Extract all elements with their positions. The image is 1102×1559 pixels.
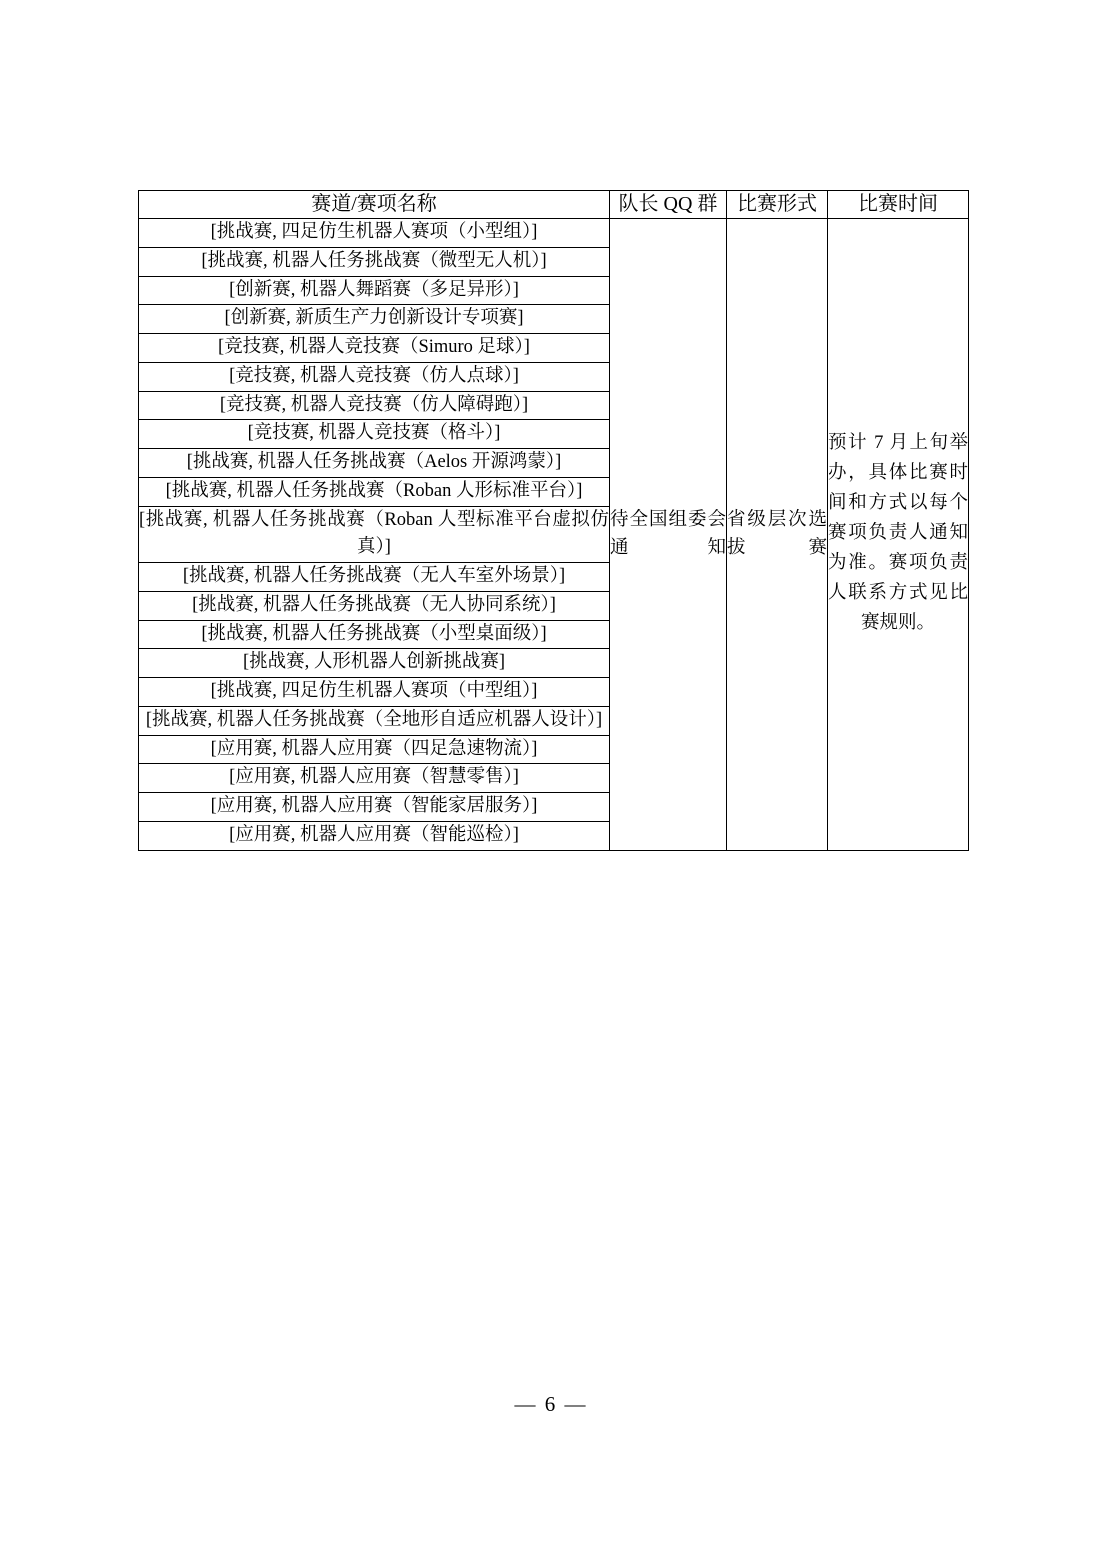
cell-track-name: [挑战赛, 四足仿生机器人赛项（小型组）] [139, 219, 610, 248]
cell-track-name: [应用赛, 机器人应用赛（智慧零售）] [139, 764, 610, 793]
header-track-name: 赛道/赛项名称 [139, 191, 610, 219]
cell-track-name: [挑战赛, 机器人任务挑战赛（无人车室外场景）] [139, 563, 610, 592]
cell-competition-format [727, 219, 828, 851]
competition-table [138, 190, 969, 851]
cell-track-name: [应用赛, 机器人应用赛（智能巡检）] [139, 821, 610, 850]
cell-track-name: [挑战赛, 四足仿生机器人赛项（中型组）] [139, 678, 610, 707]
cell-track-name: [挑战赛, 机器人任务挑战赛（Aelos 开源鸿蒙）] [139, 449, 610, 478]
cell-competition-time-text: 预计 7 月上旬举办，具体比赛时间和方式以每个赛项负责人通知为准。赛项负责人联系方式见比赛规则。 [828, 433, 968, 634]
cell-track-name: [挑战赛, 机器人任务挑战赛（小型桌面级）] [139, 620, 610, 649]
cell-track-name: [挑战赛, 机器人任务挑战赛（全地形自适应机器人设计）] [139, 706, 610, 735]
table-body [139, 219, 969, 851]
competition-table-container [138, 190, 968, 851]
header-competition-time: 比赛时间 [828, 191, 969, 219]
cell-track-name: [竞技赛, 机器人竞技赛（仿人点球）] [139, 362, 610, 391]
cell-track-name: [挑战赛, 人形机器人创新挑战赛] [139, 649, 610, 678]
cell-competition-format-text: 省级层次选拔赛 [727, 509, 827, 559]
cell-captain-qq-group [610, 219, 727, 851]
cell-track-name: [竞技赛, 机器人竞技赛（仿人障碍跑）] [139, 391, 610, 420]
cell-track-name: [挑战赛, 机器人任务挑战赛（无人协同系统）] [139, 591, 610, 620]
cell-track-name: [挑战赛, 机器人任务挑战赛（微型无人机）] [139, 247, 610, 276]
header-competition-format: 比赛形式 [727, 191, 828, 219]
table-header-row [139, 191, 969, 219]
page-footer: — 6 — [514, 1392, 588, 1416]
cell-track-name: [挑战赛, 机器人任务挑战赛（Roban 人形标准平台）] [139, 477, 610, 506]
header-captain-qq-group: 队长 QQ 群 [610, 191, 727, 219]
cell-track-name: [竞技赛, 机器人竞技赛（Simuro 足球）] [139, 334, 610, 363]
cell-track-name: [应用赛, 机器人应用赛（四足急速物流）] [139, 735, 610, 764]
cell-track-name: [应用赛, 机器人应用赛（智能家居服务）] [139, 793, 610, 822]
cell-track-name: [挑战赛, 机器人任务挑战赛（Roban 人型标准平台虚拟仿真）] [139, 506, 610, 563]
cell-competition-time [828, 219, 969, 851]
cell-track-name: [竞技赛, 机器人竞技赛（格斗）] [139, 420, 610, 449]
cell-track-name: [创新赛, 新质生产力创新设计专项赛] [139, 305, 610, 334]
cell-captain-qq-group-text: 待全国组委会通知 [610, 509, 726, 559]
table-row [139, 219, 969, 248]
cell-track-name: [创新赛, 机器人舞蹈赛（多足异形）] [139, 276, 610, 305]
